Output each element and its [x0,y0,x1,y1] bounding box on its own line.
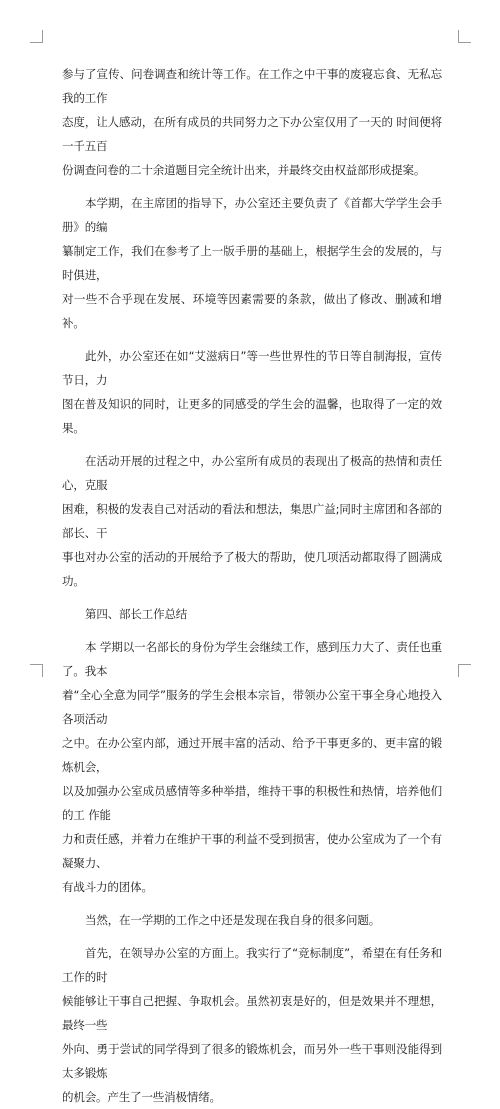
section-heading: 第四、部长工作总结 [85,607,188,621]
paragraph-activities: 在活动开展的过程之中，办公室所有成员的表现出了极高的热情和责任心，克服 困难，积极的发表自己对活动的看法和想法，集思广益;同时主席团和各部的部长、干 事也对办公室的活动的开展给予了极大的帮助，使几项活动都取得了圆满成功。 [62,454,442,588]
crop-mark-top-right [458,30,471,43]
paragraph-first-issue: 首先，在领导办公室的方面上。我实行了“竞标制度”，希望在有任务和工作的时 候能够让干事自己把握、争取机会。虽然初衷是好的，但是效果并不理想，最终一些 外向、勇于尝试的同学得到了很多的锻炼机会，而另外一些干事则没能得到太多锻炼 的机会。产生了一些消极情绪。 [62,946,442,1104]
crop-mark-bottom-left [30,664,43,677]
paragraph-continuation: 参与了宣传、问卷调查和统计等工作。在工作之中干事的废寝忘食、无私忘我的工作 态度，让人感动，在所有成员的共同努力之下办公室仅用了一天的 时间便将一千五百 份调查问卷的二十余道题目完全统计出来，并最终交由权益部形成提案。 [62,67,442,177]
document-body [62,62,442,1109]
crop-mark-top-left [30,30,43,43]
paragraph-problems: 当然，在一学期的工作之中还是发现在我自身的很多问题。 [85,913,381,927]
paragraph-posters: 此外，办公室还在如“艾滋病日”等一些世界性的节日等自制海报，宣传节日，力 图在普及知识的同时，让更多的同感受的学生会的温馨，也取得了一定的效果。 [62,349,442,435]
paragraph-minister-summary: 本 学期以一名部长的身份为学生会继续工作，感到压力大了、责任也重了。我本 着“全心全意为同学”服务的学生会根本宗旨，带领办公室干事全身心地投入各项活动 之中。在办公室内部，通过开展丰富的活动、给予干事更多的、更丰富的锻炼机会， 以及加强办公室成员感情等多种举措，维持干事的积极性和热情，培养他们的工 作能 力和责任感，并着力在维护干事的利益不受到损害，使办公室成为了一个有凝聚力、 有战斗力的团体。 [62,640,442,894]
paragraph-handbook: 本学期，在主席团的指导下，办公室还主要负责了《首都大学学生会手册》的编 纂制定工作，我们在参考了上一版手册的基础上，根据学生会的发展的，与时俱进， 对一些不合乎现在发展、环境等因素需要的条款，做出了修改、删减和增补。 [62,196,442,330]
crop-mark-bottom-right [458,664,471,677]
